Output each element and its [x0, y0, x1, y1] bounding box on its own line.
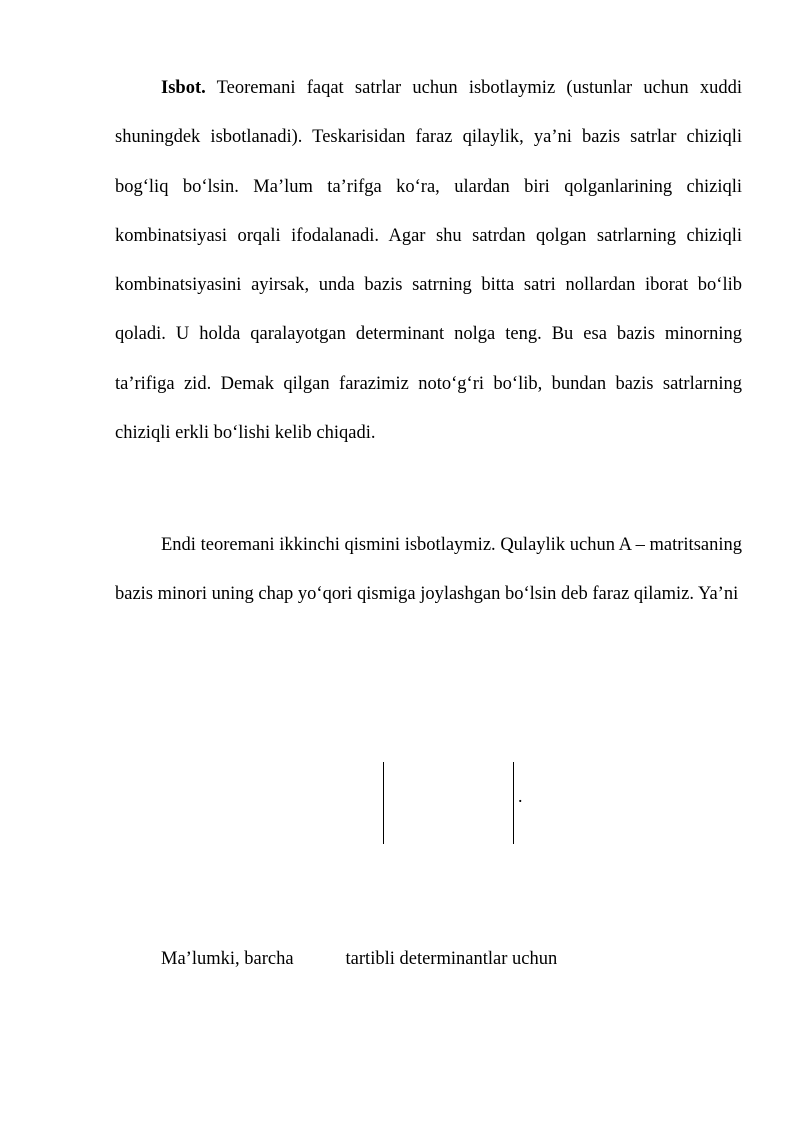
proof-lead: Isbot.	[161, 78, 206, 98]
second-part-paragraph: Endi teoremani ikkinchi qismini isbotlaymiz. Qulaylik uchun A – matritsaning bazis minori uning chap yo‘qori qismiga joylashgan bo‘lsin deb faraz qilamiz. Ya’ni	[115, 535, 742, 605]
determinant-right-bar	[513, 762, 514, 844]
closing-line	[161, 946, 557, 972]
formula-period: .	[518, 786, 523, 806]
closing-text-end: tartibli determinantlar uchun	[345, 949, 558, 969]
closing-text-start: Ma’lumki, barcha	[161, 949, 294, 969]
determinant-left-bar	[383, 762, 384, 844]
proof-text: Teoremani faqat satrlar uchun isbotlaymiz (ustunlar uchun xuddi shuningdek isbotlanadi). Teskarisidan faraz qilaylik, ya’ni bazis satrlar chiziqli bog‘liq bo‘lsin. Ma’lum ta’rifga ko‘ra, ulardan biri qolganlarining chiziqli kombinatsiyasi orqali ifodalanadi. Agar shu satrdan qolgan satrlarning chiziqli kombinatsiyasini ayirsak, unda bazis satrning bitta satri nollardan iborat bo‘lib qoladi. U holda qaralayotgan determinant nolga teng. Bu esa bazis minorning ta’rifiga zid. Demak qilgan farazimiz noto‘g‘ri bo‘lib, bundan bazis satrlarning chiziqli erkli bo‘lishi kelib chiqadi.	[115, 78, 742, 444]
